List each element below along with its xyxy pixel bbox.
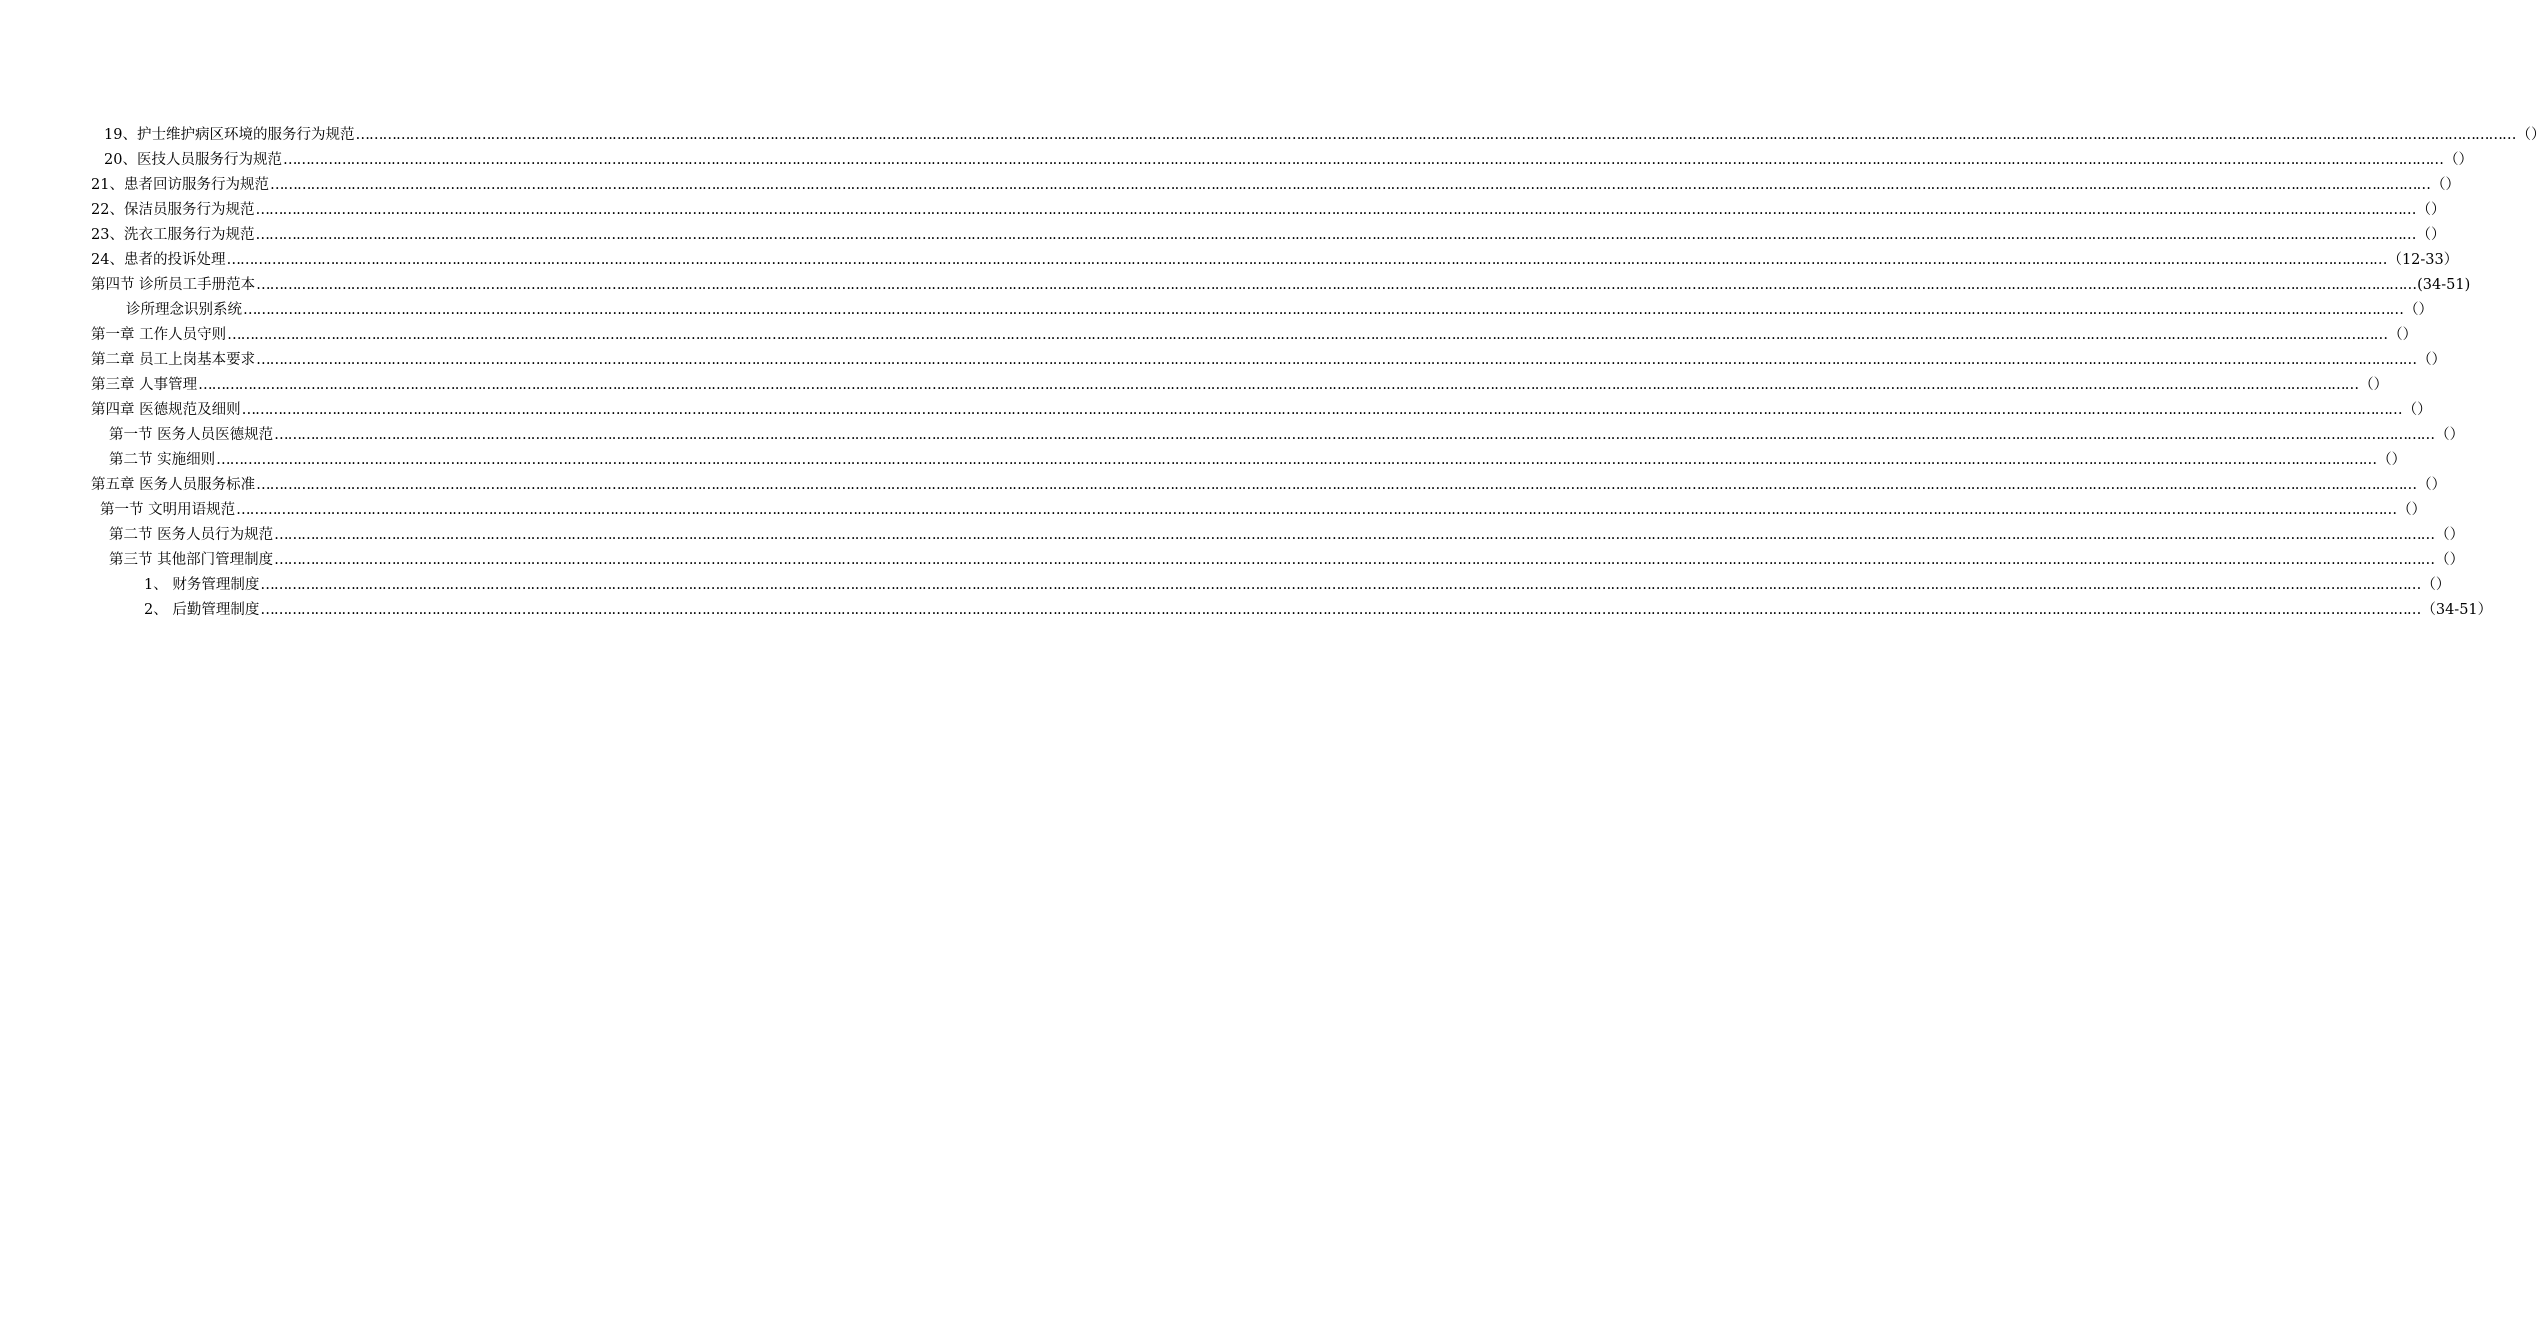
toc-entry [126,299,2433,321]
toc-leader: ………………………………………………………………………………………………………………………………………………………………………………………………………………………………………………………………………………………………………………………………………………………………………………………………………………………………………… [274,527,2435,543]
toc-entry-page: （34-51） [2421,602,2493,618]
toc-entry [104,124,2545,146]
toc-leader: ………………………………………………………………………………………………………………………………………………………………………………………………………………………………………………………………………………………………………………………………………………………………………………………………………………………………………… [274,427,2435,443]
toc-entry-page: （） [2443,152,2473,168]
toc-entry-page: （） [2416,202,2446,218]
toc-leader: ………………………………………………………………………………………………………………………………………………………………………………………………………………………………………………………………………………………………………………………………………………………………………………………………………………………………………… [241,402,2402,418]
toc-entry-title: 24、患者的投诉处理 [91,252,226,268]
toc-entry [109,549,2465,571]
toc-entry-title: 第二节 医务人员行为规范 [109,527,274,543]
toc-leader: ………………………………………………………………………………………………………………………………………………………………………………………………………………………………………………………………………………………………………………………………………………………………………………………………………………………………………… [256,277,2417,293]
toc-leader: ………………………………………………………………………………………………………………………………………………………………………………………………………………………………………………………………………………………………………………………………………………………………………………………………………………………………………… [243,302,2403,318]
toc-entry-page: （） [2402,402,2432,418]
toc-entry-title: 诊所理念识别系统 [126,302,242,318]
toc-entry [109,449,2407,471]
toc-leader: ………………………………………………………………………………………………………………………………………………………………………………………………………………………………………………………………………………………………………………………………………………………………………………………………………………………………………… [274,552,2435,568]
toc-entry [91,224,2446,246]
toc-entry [91,199,2446,221]
toc-entry [91,474,2447,496]
toc-entry [109,424,2465,446]
toc-entry [91,274,2471,296]
toc-entry-page: （） [2516,127,2545,143]
toc-leader: ………………………………………………………………………………………………………………………………………………………………………………………………………………………………………………………………………………………………………………………………………………………………………………………………………………………………………… [255,227,2416,243]
toc-entry-title: 第二章 员工上岗基本要求 [91,352,256,368]
toc-entry-title: 第四节 诊所员工手册范本 [91,277,256,293]
toc-entry-page: （） [2417,477,2447,493]
toc-entry [100,499,2427,521]
toc-entry [144,574,2451,596]
toc-entry-title: 第一节 医务人员医德规范 [109,427,274,443]
toc-entry-page: （12-33） [2387,252,2459,268]
toc-entry-title: 22、保洁员服务行为规范 [91,202,255,218]
toc-leader: ………………………………………………………………………………………………………………………………………………………………………………………………………………………………………………………………………………………………………………………………………………………………………………………………………………………………………… [198,377,2359,393]
toc-entry-title: 第三章 人事管理 [91,377,198,393]
toc-entry-page: （） [2421,577,2451,593]
toc-leader: ………………………………………………………………………………………………………………………………………………………………………………………………………………………………………………………………………………………………………………………………………………………………………………………………………………………………………… [355,127,2516,143]
toc-entry [91,349,2447,371]
toc-entry-page: （） [2397,502,2427,518]
toc-entry-page: （） [2435,427,2465,443]
toc-entry-page: （） [2417,352,2447,368]
toc-entry-title: 第二节 实施细则 [109,452,216,468]
toc-entry [104,149,2473,171]
toc-entry-page: （） [2377,452,2407,468]
toc-leader: ………………………………………………………………………………………………………………………………………………………………………………………………………………………………………………………………………………………………………………………………………………………………………………………………………………………………………… [216,452,2377,468]
toc-entry-title: 第五章 医务人员服务标准 [91,477,256,493]
toc-leader: ………………………………………………………………………………………………………………………………………………………………………………………………………………………………………………………………………………………………………………………………………………………………………………………………………………………………………… [226,252,2387,268]
toc-entry-title: 1、 财务管理制度 [144,577,260,593]
toc-entry [91,374,2389,396]
toc-entry-page: （） [2435,552,2465,568]
toc-entry-title: 第一节 文明用语规范 [100,502,236,518]
toc-entry-title: 23、洗衣工服务行为规范 [91,227,255,243]
toc-entry-page: （） [2359,377,2389,393]
toc-leader: ………………………………………………………………………………………………………………………………………………………………………………………………………………………………………………………………………………………………………………………………………………………………………………………………………………………………………… [269,177,2430,193]
toc-entry-title: 19、护士维护病区环境的服务行为规范 [104,127,355,143]
toc-entry [109,524,2465,546]
toc-entry-title: 第四章 医德规范及细则 [91,402,241,418]
toc-entry-page: （） [2430,177,2460,193]
toc-entry-title: 21、患者回访服务行为规范 [91,177,269,193]
toc-leader: ………………………………………………………………………………………………………………………………………………………………………………………………………………………………………………………………………………………………………………………………………………………………………………………………………………………………………… [260,602,2421,618]
toc-entry [144,599,2493,621]
toc-entry-page: （） [2388,327,2418,343]
toc-entry [91,399,2432,421]
toc-leader: ………………………………………………………………………………………………………………………………………………………………………………………………………………………………………………………………………………………………………………………………………………………………………………………………………………………………………… [227,327,2388,343]
toc-entry-page: （） [2416,227,2446,243]
toc-entry-title: 第三节 其他部门管理制度 [109,552,274,568]
toc-leader: ………………………………………………………………………………………………………………………………………………………………………………………………………………………………………………………………………………………………………………………………………………………………………………………………………………………………………… [256,477,2417,493]
toc-leader: ………………………………………………………………………………………………………………………………………………………………………………………………………………………………………………………………………………………………………………………………………………………………………………………………………………………………………… [260,577,2421,593]
toc-entry-page: （） [2404,302,2433,318]
toc-entry-title: 20、医技人员服务行为规范 [104,152,282,168]
toc-entry-page: （） [2435,527,2465,543]
toc-leader: ………………………………………………………………………………………………………………………………………………………………………………………………………………………………………………………………………………………………………………………………………………………………………………………………………………………………………… [256,352,2417,368]
toc-leader: ………………………………………………………………………………………………………………………………………………………………………………………………………………………………………………………………………………………………………………………………………………………………………………………………………………………………………… [282,152,2443,168]
toc-entry [91,324,2418,346]
toc-entry [91,249,2459,271]
toc-entry-page: (34-51) [2417,277,2471,293]
toc-leader: ………………………………………………………………………………………………………………………………………………………………………………………………………………………………………………………………………………………………………………………………………………………………………………………………………………………………………… [236,502,2397,518]
toc-entry-title: 2、 后勤管理制度 [144,602,260,618]
toc-entry [91,174,2460,196]
toc-entry-title: 第一章 工作人员守则 [91,327,227,343]
toc-leader: ………………………………………………………………………………………………………………………………………………………………………………………………………………………………………………………………………………………………………………………………………………………………………………………………………………………………………… [255,202,2416,218]
